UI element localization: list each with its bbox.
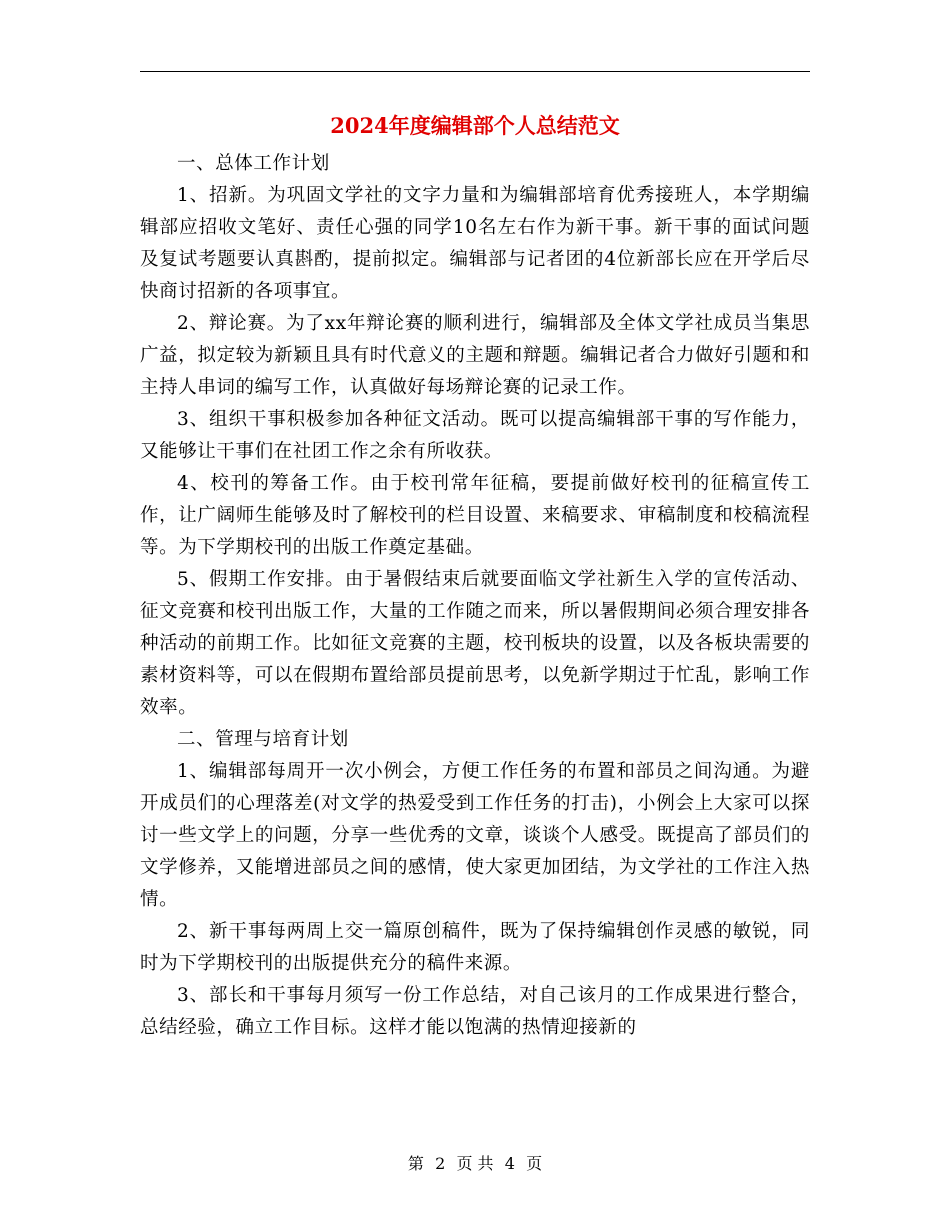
footer-middle: 页 共 [456, 1154, 494, 1173]
body-paragraph: 2、新干事每两周上交一篇原创稿件，既为了保持编辑创作灵感的敏锐，同时为下学期校刊的出版提供充分的稿件来源。 [140, 921, 810, 974]
body-paragraph: 5、假期工作安排。由于暑假结束后就要面临文学社新生入学的宣传活动、征文竞赛和校刊出版工作，大量的工作随之而来，所以暑假期间必须合理安排各种活动的前期工作。比如征文竞赛的主题，校刊板块的设置，以及各板块需要的素材资料等，可以在假期布置给部员提前思考，以免新学期过于忙乱，影响工作效率。 [140, 569, 810, 718]
footer-suffix: 页 [526, 1154, 543, 1173]
footer-current-page: 2 [435, 1154, 446, 1173]
body-paragraph: 4、校刊的筹备工作。由于校刊常年征稿，要提前做好校刊的征稿宣传工作，让广阔师生能够及时了解校刊的栏目设置、来稿要求、审稿制度和校稿流程等。为下学期校刊的出版工作奠定基础。 [140, 473, 810, 558]
body-paragraph: 2、辩论赛。为了xx年辩论赛的顺利进行，编辑部及全体文学社成员当集思广益，拟定较为新颖且具有时代意义的主题和辩题。编辑记者合力做好引题和和主持人串词的编写工作，认真做好每场辩论赛的记录工作。 [140, 313, 810, 398]
section-heading: 二、管理与培育计划 [177, 729, 349, 750]
body-paragraph: 1、招新。为巩固文学社的文字力量和为编辑部培育优秀接班人，本学期编辑部应招收文笔好、责任心强的同学10名左右作为新干事。新干事的面试问题及复试考题要认真斟酌，提前拟定。编辑部与记者团的4位新部长应在开学后尽快商讨招新的各项事宜。 [140, 185, 810, 302]
footer-prefix: 第 [407, 1154, 424, 1173]
document-body [140, 148, 810, 1044]
footer-total-pages: 4 [504, 1154, 515, 1173]
body-paragraph: 3、组织干事积极参加各种征文活动。既可以提高编辑部干事的写作能力，又能够让干事们在社团工作之余有所收获。 [140, 409, 810, 462]
document-title: 2024年度编辑部个人总结范文 [330, 113, 620, 138]
section-heading: 一、总体工作计划 [177, 153, 330, 174]
page-footer [140, 1152, 810, 1176]
header-rule [140, 71, 810, 72]
body-paragraph: 1、编辑部每周开一次小例会，方便工作任务的布置和部员之间沟通。为避开成员们的心理落差(对文学的热爱受到工作任务的打击)，小例会上大家可以探讨一些文学上的问题，分享一些优秀的文章，谈谈个人感受。既提高了部员们的文学修养，又能增进部员之间的感情，使大家更加团结，为文学社的工作注入热情。 [140, 761, 810, 910]
body-paragraph: 3、部长和干事每月须写一份工作总结，对自己该月的工作成果进行整合，总结经验，确立工作目标。这样才能以饱满的热情迎接新的 [140, 985, 810, 1038]
